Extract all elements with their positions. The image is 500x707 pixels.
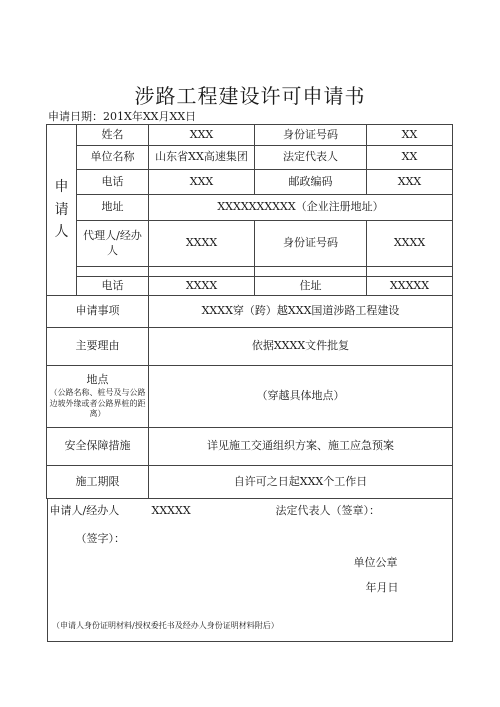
signature-agent-value: XXXXX xyxy=(151,504,191,517)
safety-value: 详见施工交通组织方案、施工应急预案 xyxy=(149,428,453,466)
postcode-value: XXX xyxy=(367,170,453,195)
agent-label: 代理人/经办人 xyxy=(77,221,149,267)
reason-label: 主要理由 xyxy=(47,328,149,366)
address-label: 地址 xyxy=(77,195,149,221)
agent-phone-label: 电话 xyxy=(77,277,149,296)
spacer-cell xyxy=(77,267,149,277)
footnote: （申请人身份证明材料/授权委托书及经办人身份证明材料附后） xyxy=(52,621,279,630)
form-title: 涉路工程建设许可申请书 xyxy=(134,84,366,108)
spacer-cell xyxy=(367,267,453,277)
postcode-label: 邮政编码 xyxy=(255,170,367,195)
name-value: XXX xyxy=(149,125,255,146)
location-value: （穿越具体地点） xyxy=(149,366,453,428)
spacer-cell xyxy=(255,267,367,277)
applicant-group-label: 申 请 人 xyxy=(47,125,77,296)
apply-date: 申请日期：201X年XX月XX日 xyxy=(48,110,197,123)
unit-name-value: 山东省XX高速集团 xyxy=(149,146,255,170)
matter-label: 申请事项 xyxy=(47,296,149,328)
reason-value: 依据XXXX文件批复 xyxy=(149,328,453,366)
agent-value: XXXX xyxy=(149,221,255,267)
residence-value: XXXXX xyxy=(367,277,453,296)
residence-label: 住址 xyxy=(255,277,367,296)
location-cell xyxy=(47,366,149,428)
company-seal-label: 单位公章 xyxy=(353,556,398,569)
agent-phone-value: XXXX xyxy=(149,277,255,296)
matter-value: XXXX穿（跨）越XXX国道涉路工程建设 xyxy=(149,296,453,328)
phone-value: XXX xyxy=(149,170,255,195)
agent-id-value: XXXX xyxy=(367,221,453,267)
period-value: 自许可之日起XXX个工作日 xyxy=(149,466,453,499)
signature-legal-label: 法定代表人（签章）： xyxy=(275,504,380,517)
agent-id-label: 身份证号码 xyxy=(255,221,367,267)
unit-name-label: 单位名称 xyxy=(77,146,149,170)
application-form-table xyxy=(46,124,453,642)
id-number-label: 身份证号码 xyxy=(255,125,367,146)
period-label: 施工期限 xyxy=(47,466,149,499)
spacer-cell xyxy=(149,267,255,277)
name-label: 姓名 xyxy=(77,125,149,146)
safety-label: 安全保障措施 xyxy=(47,428,149,466)
address-value: XXXXXXXXXX（企业注册地址） xyxy=(149,195,453,221)
signature-agent-label: 申请人/经办人 xyxy=(49,504,120,517)
signature-sign-label: （签字）： xyxy=(75,532,125,545)
location-label: 地点 xyxy=(86,372,109,386)
legal-rep-label: 法定代表人 xyxy=(255,146,367,170)
location-note: （公路名称、桩号及与公路边坡外缘或者公路界桩的距离） xyxy=(49,387,146,419)
signature-date-label: 年月日 xyxy=(365,581,399,594)
phone-label: 电话 xyxy=(77,170,149,195)
id-number-value: XX xyxy=(367,125,453,146)
legal-rep-value: XX xyxy=(367,146,453,170)
